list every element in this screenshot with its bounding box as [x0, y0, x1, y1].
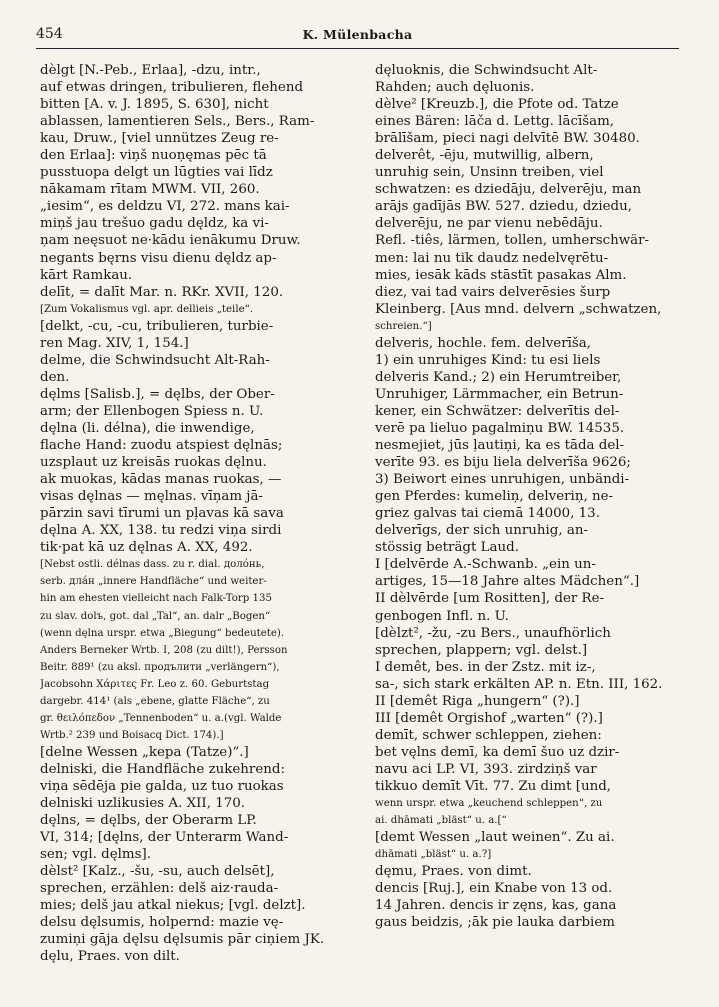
text-line: dhāmati „bläst“ u. a.?]	[375, 849, 492, 861]
text-line: 1) ein unruhiges Kind: tu esi liels	[375, 352, 601, 368]
text-line: dèlst² [Kalz., -šu, -su, auch delsēt],	[40, 864, 275, 880]
text-line: [Zum Vokalismus vgl. apr. dellieis „teile“.	[40, 303, 254, 315]
text-line: I demêt, bes. in der Zstz. mit iz-,	[375, 659, 596, 675]
text-line: dęluoknis, die Schwindsucht Alt-	[375, 63, 598, 78]
text-line: dęmu, Praes. von dimt.	[375, 864, 532, 880]
text-line: dèlve² [Kreuzb.], die Pfote od. Tatze	[375, 97, 619, 113]
text-line: artiges, 15—18 Jahre altes Mädchen“.]	[375, 574, 640, 590]
text-line: griez galvas tai ciemā 14000, 13.	[375, 506, 600, 522]
text-line: ren Mag. XIV, 1, 154.]	[40, 335, 189, 351]
text-line: Jacobsohn Χάριτες Fr. Leo z. 60. Geburtstag	[40, 678, 270, 690]
text-line: negants bęrns visu dienu dęldz ap-	[40, 250, 277, 266]
text-line: dęlms [Salisb.], = dęlbs, der Ober-	[40, 386, 275, 402]
text-line: wenn urspr. etwa „keuchend schleppen“, zu	[375, 798, 603, 810]
text-line: [dèlzt², -žu, -zu Bers., unaufhörlich	[375, 625, 611, 641]
text-line: verīte 93. es biju liela delverīša 9626;	[375, 455, 631, 471]
text-line: kau, Druw., [viel unnützes Zeug re-	[40, 131, 279, 147]
text-line: mies; delš jau atkal niekus; [vgl. delzt].	[40, 898, 306, 914]
text-line: delverêt, -ēju, mutwillig, albern,	[375, 148, 594, 164]
page-header	[36, 26, 679, 49]
text-line: gaus beidzis, ;āk pie lauka darbiem	[375, 915, 615, 931]
text-line: dęlna A. XX, 138. tu redzi viņa sirdi	[40, 523, 282, 539]
text-line: pārzin savi tīrumi un pļavas kā sava	[40, 506, 284, 522]
text-line: diez, vai tad vairs delverēsies šurp	[375, 284, 611, 300]
text-line: Beitr. 889¹ (zu aksl. продълити „verlängern“),	[40, 661, 280, 673]
text-line: eines Bären: lāča d. Lettg. lācīšam,	[375, 114, 615, 130]
text-line: dencis [Ruj.], ein Knabe von 13 od.	[375, 881, 613, 897]
text-line: stössig beträgt Laud.	[375, 540, 519, 556]
text-line: delsu dęlsumis, holpernd: mazie vę-	[40, 915, 284, 931]
left-column	[40, 62, 342, 987]
text-line: delveris Kand.; 2) ein Herumtreiber,	[375, 369, 622, 385]
text-line: 14 Jahren. dencis ir zęns, kas, gana	[375, 898, 617, 914]
text-line: Wrtb.² 239 und Boisacq Dict. 174).]	[40, 729, 224, 741]
text-line: pusstuopa delgt un lūgties vai līdz	[40, 165, 273, 181]
text-line: zu slav. dolъ, got. dal „Tal“, an. dalr „Bogen“	[40, 610, 271, 622]
text-line: flache Hand: zuodu atspiest dęlnās;	[40, 438, 283, 454]
text-line: delveris, hochle. fem. delverīša,	[375, 335, 592, 351]
text-line: kener, ein Schwätzer: delverītis del-	[375, 403, 620, 419]
page-number: 454	[36, 26, 63, 42]
text-line: Refl. -tiês, lärmen, tollen, umherschwär-	[375, 233, 650, 249]
text-line: brālīšam, pieci nagi delvītē BW. 30480.	[375, 131, 640, 147]
text-line: unruhig sein, Unsinn treiben, viel	[375, 165, 604, 181]
text-line: sen; vgl. dęlms].	[40, 847, 151, 863]
text-line: bet vęlns demī, ka demī šuo uz dzir-	[375, 744, 620, 760]
text-line: II [demêt Riga „hungern“ (?).]	[375, 693, 580, 709]
text-line: (wenn dęlna urspr. etwa „Biegung“ bedeutete).	[40, 627, 285, 639]
text-line: auf etwas dringen, tribulieren, flehend	[40, 80, 304, 96]
text-line: kārt Ramkau.	[40, 267, 133, 283]
text-line: ai. dhāmati „bläst“ u. a.[“	[375, 815, 507, 827]
text-line: arājs gadījās BW. 527. dziedu, dziedu,	[375, 199, 632, 215]
text-line: zumiņi gāja dęlsu dęlsumis pār ciņiem JK.	[40, 932, 325, 948]
text-line: nākamam rītam MWM. VII, 260.	[40, 182, 260, 198]
text-line: nesmejiet, jūs ļautiņi, ka es tāda del-	[375, 438, 625, 454]
text-line: den.	[40, 369, 70, 385]
text-line: dęlns, = dęlbs, der Oberarm LP.	[40, 813, 257, 829]
text-line: dèlgt [N.-Peb., Erlaa], -dzu, intr.,	[40, 63, 261, 78]
text-line: tik·pat kā uz dęlnas A. XX, 492.	[40, 540, 253, 556]
text-line: schreien.“]	[375, 320, 432, 332]
text-line: genbogen Infl. n. U.	[375, 608, 509, 624]
text-line: visas dęlnas — męlnas. vīņam jā-	[40, 489, 263, 505]
text-line: Rahden; auch dęluonis.	[375, 80, 535, 96]
text-line: men: lai nu tik daudz nedelvęrētu-	[375, 250, 609, 266]
text-line: serb. длáн „innere Handfläche“ und weiter-	[40, 576, 267, 588]
text-line: demīt, schwer schleppen, ziehen:	[375, 727, 602, 743]
text-line: den Erlaa]: viņš nuoņęmas pēc tā	[40, 148, 267, 164]
text-line: [delne Wessen „kepa (Tatze)“.]	[40, 744, 249, 760]
text-line: delme, die Schwindsucht Alt-Rah-	[40, 352, 270, 368]
text-line: verē pa lieluo pagalmiņu BW. 14535.	[375, 420, 625, 436]
running-head: K. Mülenbacha	[302, 27, 413, 42]
text-line: hin am ehesten vielleicht nach Falk-Torp 135	[40, 593, 272, 605]
text-line: Unruhiger, Lärmmacher, ein Betrun-	[375, 386, 624, 402]
text-line: arm; der Ellenbogen Spiess n. U.	[40, 403, 264, 419]
text-line: sprechen, plappern; vgl. delst.]	[375, 642, 588, 658]
text-line: ak muokas, kādas manas ruokas, —	[40, 472, 282, 488]
text-line: I [delvērde A.-Schwanb. „ein un-	[375, 557, 596, 573]
text-line: „iesim“, es deldzu VI, 272. mans kai-	[40, 199, 290, 215]
text-line: ablassen, lamentieren Sels., Bers., Ram-	[40, 114, 315, 130]
text-line: schwatzen: es dziedāju, delverēju, man	[375, 182, 642, 198]
text-line: bitten [A. v. J. 1895, S. 630], nicht	[40, 97, 269, 113]
text-line: VI, 314; [dęlns, der Unterarm Wand-	[40, 830, 289, 846]
text-line: Anders Berneker Wrtb. I, 208 (zu dilt!), Persson	[40, 644, 288, 656]
right-column	[375, 62, 681, 987]
text-line: dęlu, Praes. von dilt.	[40, 949, 180, 965]
text-line: delverīgs, der sich unruhig, an-	[375, 523, 588, 539]
text-line: miņš jau trešuo gadu dęldz, ka vi-	[40, 216, 269, 232]
text-line: [demt Wessen „laut weinen“. Zu ai.	[375, 830, 615, 846]
text-line: dargebr. 414¹ (als „ebene, glatte Fläche“, zu	[40, 695, 270, 707]
text-line: sprechen, erzählen: delš aiz·rauda-	[40, 881, 279, 897]
text-line: mies, iesāk kāds stāstīt pasakas Alm.	[375, 267, 627, 283]
text-line: sa-, sich stark erkälten AP. n. Etn. III, 162.	[375, 676, 663, 692]
text-line: tikkuo demīt Vīt. 77. Zu dimt [und,	[375, 778, 612, 794]
text-line: delniski, die Handfläche zukehrend:	[40, 761, 285, 777]
text-line: ņam neęsuot ne·kādu ienākumu Druw.	[40, 233, 301, 249]
text-line: delniski uzlikusies A. XII, 170.	[40, 796, 246, 812]
text-line: Kleinberg. [Aus mnd. delvern „schwatzen,	[375, 301, 662, 317]
text-line: viņa sēdēja pie galda, uz tuo ruokas	[40, 778, 284, 794]
text-line: 3) Beiwort eines unruhigen, unbändi-	[375, 472, 630, 488]
text-line: dęlna (li. délna), die inwendige,	[40, 420, 255, 436]
text-line: navu aci LP. VI, 393. zirdziņš var	[375, 761, 597, 777]
text-line: [Nebst ostli. délnas dass. zu r. dial. долóнь,	[40, 559, 265, 571]
text-line: III [demêt Orgishof „warten“ (?).]	[375, 710, 603, 726]
text-line: gen Pferdes: kumeliņ, delveriņ, ne-	[375, 489, 614, 505]
text-line: uzsplaut uz kreisās ruokas dęlnu.	[40, 455, 267, 471]
text-line: II dèlvērde [um Rositten], der Re-	[375, 591, 605, 607]
text-line: delīt, = dalīt Mar. n. RKr. XVII, 120.	[40, 284, 284, 300]
text-line: gr. θειλόπεδον „Tennenboden“ u. a.(vgl. Walde	[40, 712, 282, 724]
text-line: delverēju, ne par vienu nebēdāju.	[375, 216, 603, 232]
text-line: [delkt, -cu, -cu, tribulieren, turbie-	[40, 318, 274, 334]
